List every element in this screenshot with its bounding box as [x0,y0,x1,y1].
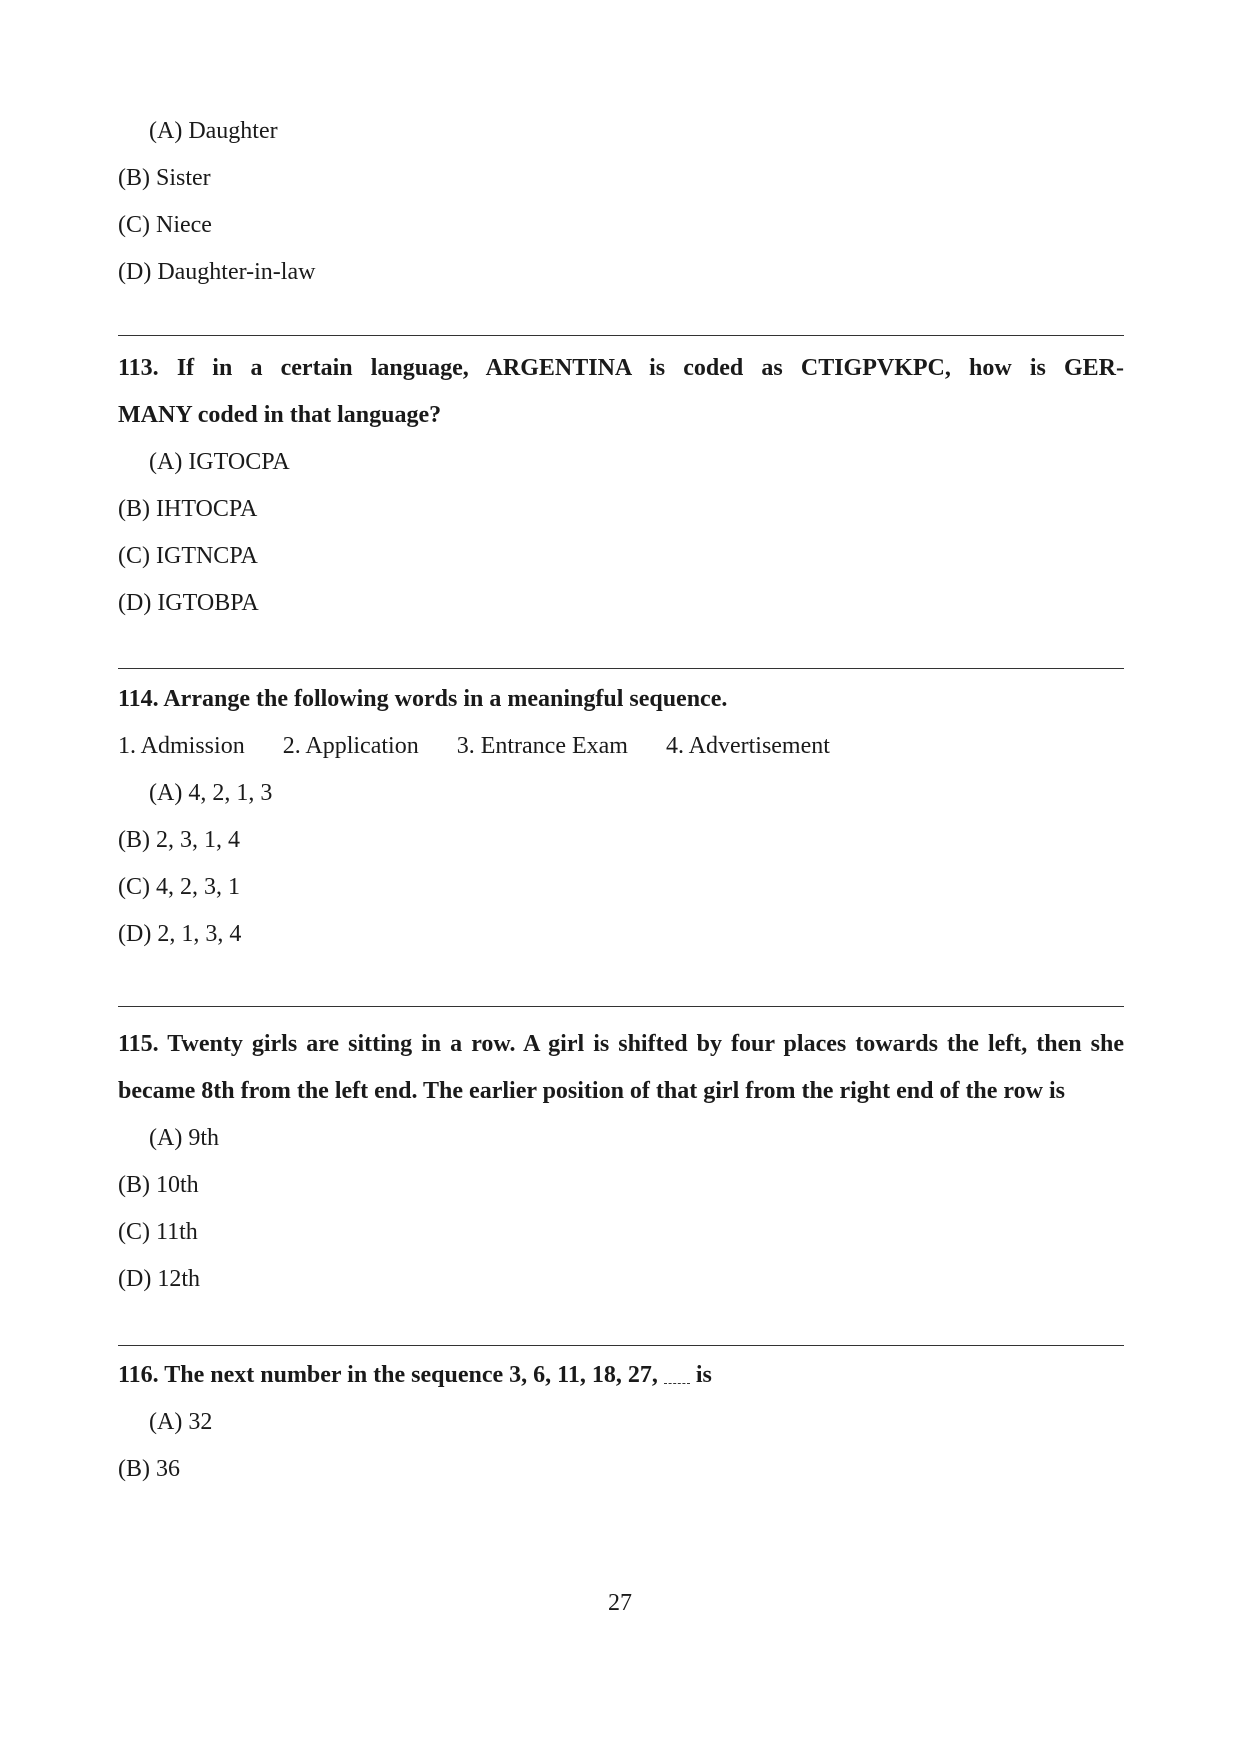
q114-option-a: (A) 4, 2, 1, 3 [149,780,273,806]
q114-word-2: 2. Application [282,733,419,759]
question-114 [118,676,1124,958]
q112-option-d: (D) Daughter-in-law [118,259,316,285]
q114-option-c: (C) 4, 2, 3, 1 [118,874,240,900]
q114-word-list [118,723,1124,770]
q116-option-a: (A) 32 [149,1409,213,1435]
q113-option-a: (A) IGTOCPA [149,449,290,475]
question-116-text [118,1352,1124,1399]
question-113 [118,345,1124,627]
q114-word-1: 1. Admission [118,733,245,759]
question-116 [118,1352,1124,1493]
q115-option-d: (D) 12th [118,1266,200,1292]
q116-option-b: (B) 36 [118,1456,180,1482]
q113-option-d: (D) IGTOBPA [118,590,259,616]
exam-page [118,108,1124,1493]
q115-option-a: (A) 9th [149,1125,219,1151]
question-115 [118,1021,1124,1303]
q112-option-a: (A) Daughter [149,118,278,144]
q115-option-c: (C) 11th [118,1219,198,1245]
question-113-line2: MANY coded in that language? [118,402,442,428]
question-116-stem: 116. The next number in the sequence 3, 6, 11, 18, 27, [118,1362,658,1388]
q113-option-c: (C) IGTNCPA [118,543,258,569]
answer-blank [664,1383,690,1384]
page-number: 27 [608,1590,632,1616]
q114-word-4: 4. Advertisement [665,733,830,759]
q114-option-b: (B) 2, 3, 1, 4 [118,827,240,853]
question-113-line1: 113. If in a certain language, ARGENTINA is coded as CTIGPVKPC, how is GER- [118,355,1124,381]
q112-option-c: (C) Niece [118,212,212,238]
q113-option-b: (B) IHTOCPA [118,496,258,522]
q115-option-b: (B) 10th [118,1172,199,1198]
q114-word-3: 3. Entrance Exam [456,733,628,759]
question-115-text: 115. Twenty girls are sitting in a row. A girl is shifted by four places towards the left, then she became 8th from the left end. The earlier position of that girl from the right end of the row is [118,1031,1124,1104]
q114-option-d: (D) 2, 1, 3, 4 [118,921,242,947]
question-114-text: 114. Arrange the following words in a meaningful sequence. [118,686,728,712]
q112-option-b: (B) Sister [118,165,211,191]
question-116-suffix: is [695,1362,712,1388]
q112-options [118,108,1124,296]
